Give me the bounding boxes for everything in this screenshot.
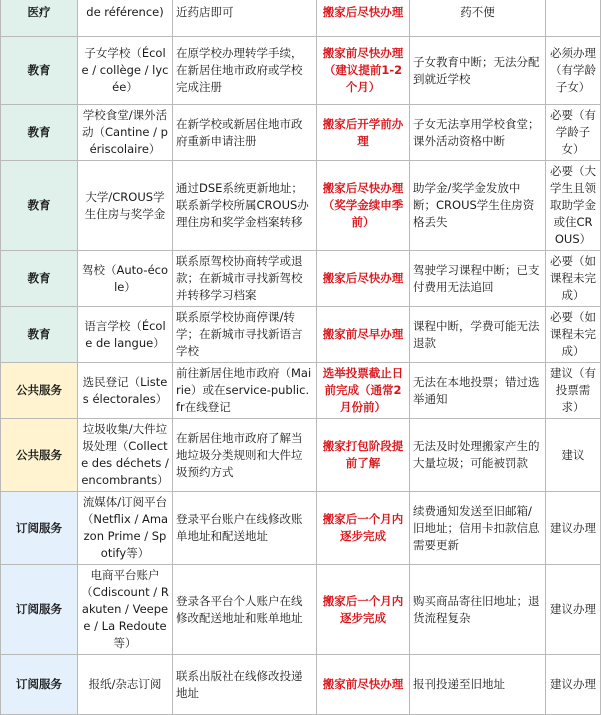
category-cell: 订阅服务 bbox=[1, 565, 78, 655]
risk-cell: 子女教育中断；无法分配到就近学校 bbox=[410, 37, 546, 105]
category-cell: 医疗 bbox=[1, 0, 78, 37]
timing-cell: 搬家后一个月内逐步完成 bbox=[317, 492, 410, 565]
category-cell: 公共服务 bbox=[1, 363, 78, 419]
timing-cell: 搬家前尽早办理 bbox=[317, 307, 410, 363]
requirement-cell: 必须办理（有学龄子女） bbox=[546, 37, 601, 105]
table-row bbox=[1, 492, 601, 565]
timing-cell: 搬家打包阶段提前了解 bbox=[317, 419, 410, 492]
category-cell: 教育 bbox=[1, 105, 78, 161]
risk-cell: 报刊投递至旧地址 bbox=[410, 655, 546, 715]
category-cell: 教育 bbox=[1, 37, 78, 105]
requirement-cell: 建议办理 bbox=[546, 655, 601, 715]
risk-cell: 药不便 bbox=[410, 0, 546, 37]
table-row bbox=[1, 105, 601, 161]
requirement-cell bbox=[546, 0, 601, 37]
timing-cell: 选举投票截止日前完成（通常2月份前） bbox=[317, 363, 410, 419]
table-row bbox=[1, 655, 601, 715]
item-cell: 流媒体/订阅平台（Netflix / Amazon Prime / Spotify等） bbox=[78, 492, 173, 565]
risk-cell: 续费通知发送至旧邮箱/旧地址；信用卡扣款信息需要更新 bbox=[410, 492, 546, 565]
category-cell: 教育 bbox=[1, 161, 78, 251]
category-cell: 公共服务 bbox=[1, 419, 78, 492]
category-cell: 教育 bbox=[1, 251, 78, 307]
requirement-cell: 必要（大学生且领取助学金或住CROUS） bbox=[546, 161, 601, 251]
action-cell: 登录各平台个人账户在线修改配送地址和账单地址 bbox=[173, 565, 317, 655]
timing-cell: 搬家后尽快办理 bbox=[317, 0, 410, 37]
action-cell: 在新居住地市政府了解当地垃圾分类规则和大件垃圾预约方式 bbox=[173, 419, 317, 492]
item-cell: 驾校（Auto-école） bbox=[78, 251, 173, 307]
risk-cell: 课程中断，学费可能无法退款 bbox=[410, 307, 546, 363]
requirement-cell: 建议 bbox=[546, 419, 601, 492]
risk-cell: 驾驶学习课程中断；已支付费用无法追回 bbox=[410, 251, 546, 307]
timing-cell: 搬家前尽快办理（建议提前1-2个月） bbox=[317, 37, 410, 105]
item-cell: 报纸/杂志订阅 bbox=[78, 655, 173, 715]
table-row bbox=[1, 161, 601, 251]
category-cell: 订阅服务 bbox=[1, 655, 78, 715]
action-cell: 通过DSE系统更新地址；联系新学校所属CROUS办理住房和奖学金档案转移 bbox=[173, 161, 317, 251]
item-cell: 电商平台账户（Cdiscount / Rakuten / Veepee / La Redoute等） bbox=[78, 565, 173, 655]
item-cell: 选民登记（Listes électorales） bbox=[78, 363, 173, 419]
timing-cell: 搬家后尽快办理（奖学金续申季前） bbox=[317, 161, 410, 251]
category-cell: 订阅服务 bbox=[1, 492, 78, 565]
timing-cell: 搬家后一个月内逐步完成 bbox=[317, 565, 410, 655]
category-cell: 教育 bbox=[1, 307, 78, 363]
item-cell: 语言学校（École de langue） bbox=[78, 307, 173, 363]
item-cell: 大学/CROUS学生住房与奖学金 bbox=[78, 161, 173, 251]
item-cell: 子女学校（École / collège / lycée） bbox=[78, 37, 173, 105]
action-cell: 在新学校或新居住地市政府重新申请注册 bbox=[173, 105, 317, 161]
action-cell: 联系出版社在线修改投递地址 bbox=[173, 655, 317, 715]
table-row bbox=[1, 307, 601, 363]
risk-cell: 无法及时处理搬家产生的大量垃圾；可能被罚款 bbox=[410, 419, 546, 492]
table-row bbox=[1, 251, 601, 307]
risk-cell: 助学金/奖学金发放中断；CROUS学生住房资格丢失 bbox=[410, 161, 546, 251]
action-cell: 联系原驾校协商转学或退款；在新城市寻找新驾校并转移学习档案 bbox=[173, 251, 317, 307]
item-cell: 学校食堂/课外活动（Cantine / périscolaire） bbox=[78, 105, 173, 161]
action-cell: 近药店即可 bbox=[173, 0, 317, 37]
table-row bbox=[1, 565, 601, 655]
risk-cell: 子女无法享用学校食堂；课外活动资格中断 bbox=[410, 105, 546, 161]
table-row bbox=[1, 37, 601, 105]
requirement-cell: 建议（有投票需求） bbox=[546, 363, 601, 419]
item-cell: 垃圾收集/大件垃圾处理（Collecte des déchets / encombrants） bbox=[78, 419, 173, 492]
risk-cell: 无法在本地投票；错过选举通知 bbox=[410, 363, 546, 419]
requirement-cell: 必要（如课程未完成） bbox=[546, 307, 601, 363]
action-cell: 在原学校办理转学手续，在新居住地市政府或学校完成注册 bbox=[173, 37, 317, 105]
requirement-cell: 必要（有学龄子女） bbox=[546, 105, 601, 161]
timing-cell: 搬家前尽快办理 bbox=[317, 655, 410, 715]
table-row bbox=[1, 419, 601, 492]
table-row bbox=[1, 363, 601, 419]
requirement-cell: 建议办理 bbox=[546, 565, 601, 655]
table-row bbox=[1, 0, 601, 37]
item-cell: de référence) bbox=[78, 0, 173, 37]
requirement-cell: 建议办理 bbox=[546, 492, 601, 565]
action-cell: 前往新居住地市政府（Mairie）或在service-public.fr在线登记 bbox=[173, 363, 317, 419]
timing-cell: 搬家后尽快办理 bbox=[317, 251, 410, 307]
action-cell: 联系原学校协商停课/转学；在新城市寻找新语言学校 bbox=[173, 307, 317, 363]
timing-cell: 搬家后开学前办理 bbox=[317, 105, 410, 161]
action-cell: 登录平台账户在线修改账单地址和配送地址 bbox=[173, 492, 317, 565]
requirement-cell: 必要（如课程未完成） bbox=[546, 251, 601, 307]
risk-cell: 购买商品寄往旧地址；退货流程复杂 bbox=[410, 565, 546, 655]
